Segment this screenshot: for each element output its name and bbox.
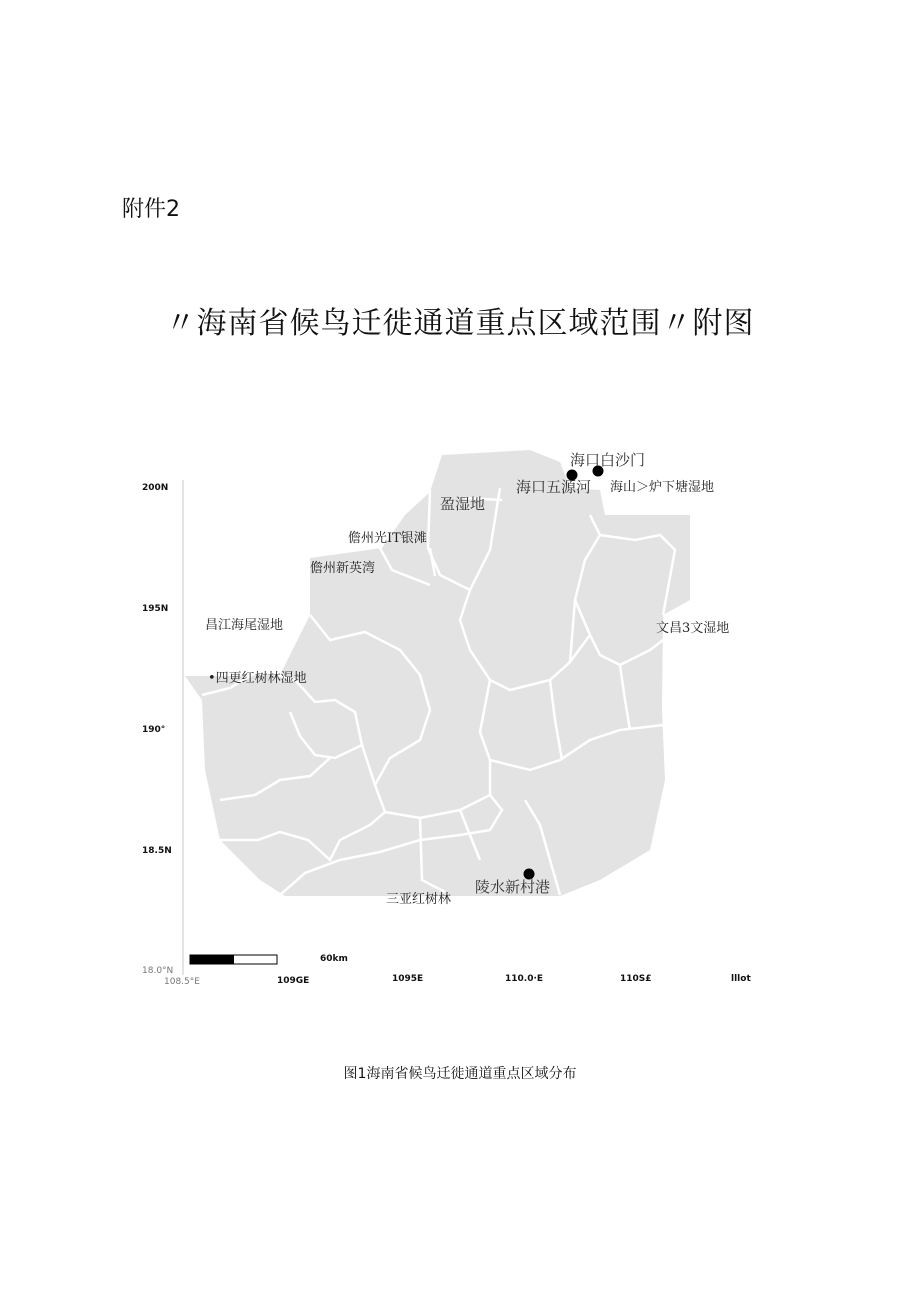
label-danzhou-guangcun: 儋州光IT银滩	[348, 531, 427, 546]
label-sanya: 三亚红树林	[386, 892, 452, 907]
lat-tick-180n: 18.0°N	[142, 966, 174, 976]
lon-tick-1105e: 110S£	[620, 974, 652, 984]
page-title: 〃海南省候鸟迁徙通道重点区域范围〃附图	[165, 306, 755, 341]
label-haikou-lutang: 海山＞炉下塘湿地	[610, 480, 715, 495]
figure-caption: 图1海南省候鸟迁徙通道重点区域分布	[343, 1066, 577, 1082]
lon-tick-1090e: 109GE	[277, 976, 310, 986]
scale-label: 60km	[320, 954, 348, 964]
lon-tick-1085e: 108.5°E	[164, 977, 200, 987]
annex-label: 附件2	[122, 197, 180, 222]
label-lingshui: 陵水新村港	[475, 878, 551, 896]
label-haikou-baishamen: 海口白沙门	[570, 451, 646, 469]
lon-tick-1095e: 1095E	[392, 974, 424, 984]
lat-tick-200n: 200N	[142, 483, 169, 493]
hainan-map	[130, 440, 770, 1000]
label-yingwetland: 盈湿地	[440, 495, 486, 513]
label-haikou-wuyuanhe: 海口五源河	[516, 478, 592, 496]
label-sigeng: •四更红树林湿地	[208, 671, 307, 686]
lat-tick-195n: 195N	[142, 604, 169, 614]
lon-tick-1100e: 110.0·E	[505, 974, 544, 984]
lat-tick-190: 190°	[142, 725, 166, 735]
lat-tick-185n: 18.5N	[142, 846, 172, 856]
label-wenchang: 文昌3文湿地	[656, 621, 730, 636]
scale-bar	[190, 955, 277, 964]
label-danzhou-xinyingwan: 儋州新英湾	[310, 561, 376, 576]
lon-tick-1110e: lllot	[731, 974, 751, 984]
label-changjiang: 昌江海尾湿地	[205, 618, 284, 633]
